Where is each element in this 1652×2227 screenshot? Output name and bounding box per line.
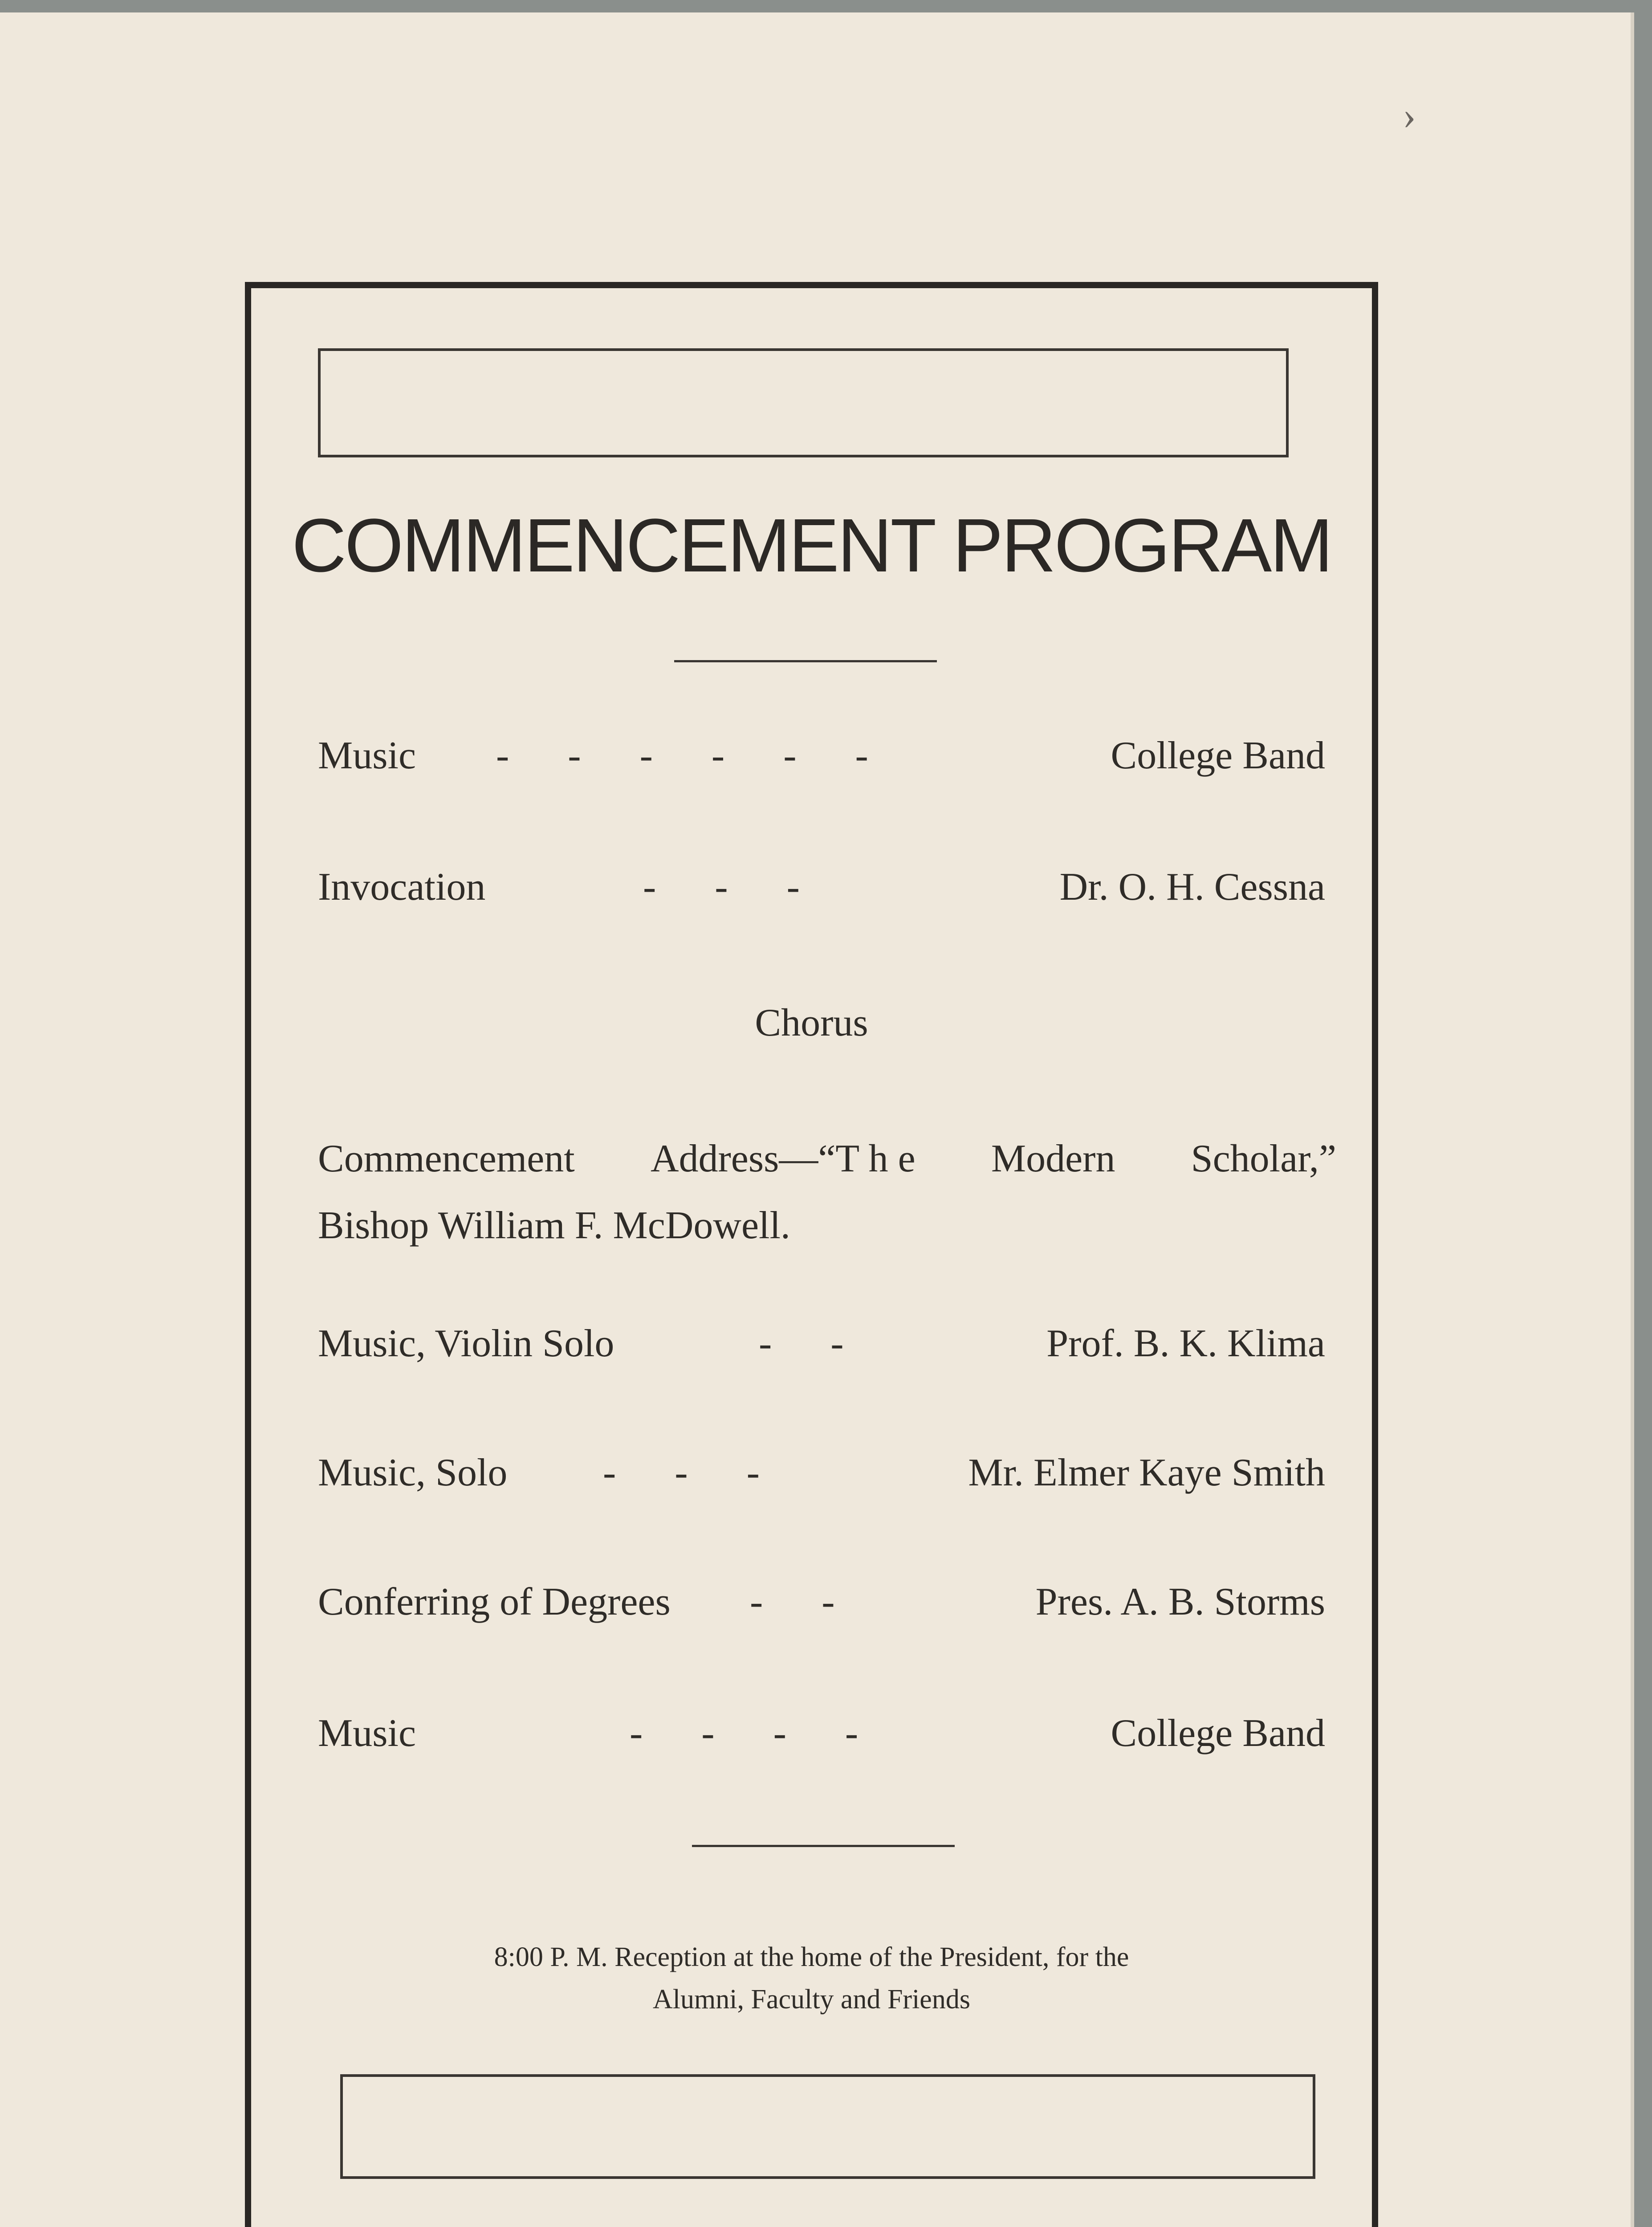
row-dashes: - - - - - - [496, 734, 868, 777]
row-dashes: - - - [603, 1451, 760, 1494]
program-page [0, 12, 1634, 2227]
row-label: Music, Violin Solo [318, 1322, 614, 1365]
address-word-2: Address—“T h e [650, 1137, 916, 1180]
row-label: Music, Solo [318, 1451, 508, 1494]
program-row-degrees [318, 1575, 1325, 1629]
program-row-music-1 [318, 729, 1325, 783]
row-performer: Dr. O. H. Cessna [1059, 865, 1325, 909]
program-row-address [318, 1126, 1336, 1259]
program-title: COMMENCEMENT PROGRAM [292, 503, 1331, 588]
row-label: Invocation [318, 865, 486, 909]
page-corner-mark: › [1403, 94, 1416, 138]
address-word-3: Modern [991, 1137, 1115, 1180]
row-performer: College Band [1111, 734, 1325, 777]
row-dashes: - - [759, 1322, 844, 1365]
reception-note-line-1: 8:00 P. M. Reception at the home of the President, for the [494, 1942, 1129, 1972]
reception-note-line-2: Alumni, Faculty and Friends [653, 1984, 970, 2015]
address-word-4: Scholar,” [1191, 1137, 1336, 1180]
address-word-1: Commencement [318, 1137, 575, 1180]
program-row-chorus: Chorus [755, 1001, 868, 1044]
program-row-music-2 [318, 1707, 1325, 1760]
row-label: Conferring of Degrees [318, 1580, 671, 1623]
row-dashes: - - - - [630, 1712, 859, 1755]
program-row-violin-solo [318, 1317, 1325, 1370]
row-label: Music [318, 734, 416, 777]
row-performer: Mr. Elmer Kaye Smith [968, 1451, 1325, 1494]
row-label: Music [318, 1712, 416, 1755]
address-line [318, 1126, 1336, 1192]
program-frame [245, 282, 1378, 2227]
row-performer: College Band [1111, 1712, 1325, 1755]
row-performer: Prof. B. K. Klima [1046, 1322, 1325, 1365]
row-dashes: - - [750, 1580, 835, 1623]
bottom-decorative-box [340, 2074, 1315, 2179]
top-decorative-box [318, 348, 1289, 457]
program-row-solo [318, 1446, 1325, 1500]
row-dashes: - - - [643, 865, 800, 909]
address-speaker: Bishop William F. McDowell. [318, 1204, 790, 1247]
program-row-invocation [318, 861, 1325, 914]
title-rule [674, 660, 937, 662]
row-performer: Pres. A. B. Storms [1035, 1580, 1325, 1623]
closing-rule [692, 1845, 955, 1847]
